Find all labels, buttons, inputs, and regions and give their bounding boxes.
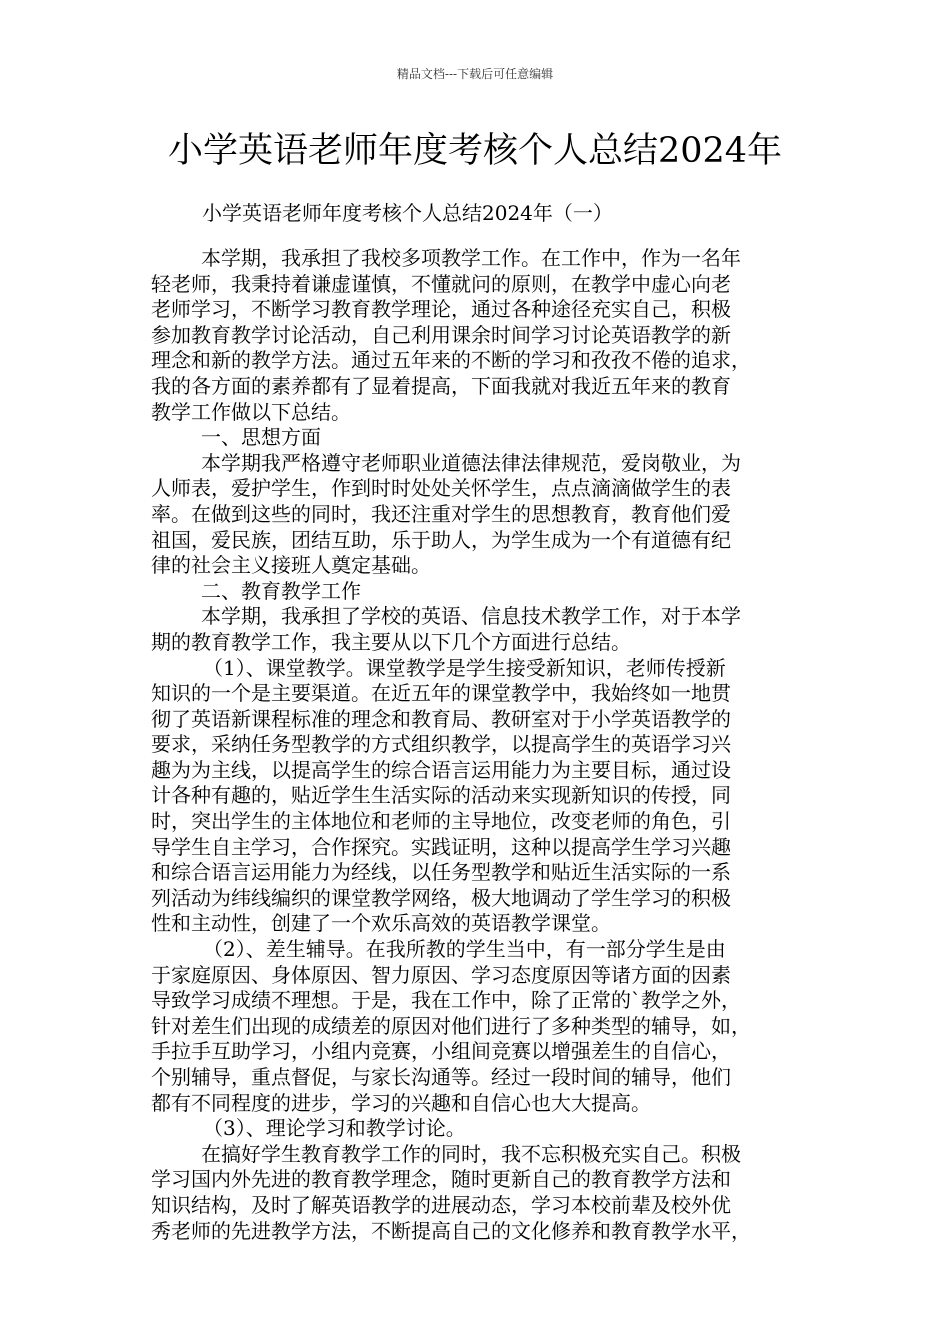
subsection-heading: （3）、理论学习和教学讨论。 [203, 1116, 466, 1141]
document-body [151, 246, 811, 1244]
paragraph-line: 彻了英语新课程标准的理念和教育局、教研室对于小学英语教学的 [151, 706, 731, 731]
paragraph-line: 轻老师，我秉持着谦虚谨慎，不懂就问的原则，在教学中虚心向老 [151, 271, 731, 296]
paragraph-line: 导致学习成绩不理想。于是，我在工作中，除了正常的`教学之外， [151, 988, 741, 1013]
paragraph-line: 性和主动性，创建了一个欢乐高效的英语教学课堂。 [151, 911, 611, 936]
paragraph-line: 理念和新的教学方法。通过五年来的不断的学习和孜孜不倦的追求， [151, 348, 751, 373]
paragraph-line: 教学工作做以下总结。 [151, 399, 351, 424]
paragraph-line: 个别辅导，重点督促，与家长沟通等。经过一段时间的辅导，他们 [151, 1065, 731, 1089]
paragraph-line: 和综合语言运用能力为经线，以任务型教学和贴近生活实际的一系 [151, 860, 731, 885]
paragraph-line: 都有不同程度的进步，学习的兴趣和自信心也大大提高。 [151, 1090, 651, 1115]
paragraph-line: 知识结构，及时了解英语教学的进展动态，学习本校前辈及校外优 [151, 1192, 731, 1217]
paragraph-line: 导学生自主学习，合作探究。实践证明，这种以提高学生学习兴趣 [151, 834, 731, 859]
section-heading: 一、思想方面 [201, 425, 321, 450]
paragraph-line: 在搞好学生教育教学工作的同时，我不忘积极充实自己。积极 [201, 1141, 741, 1166]
paragraph-line: 秀老师的先进教学方法，不断提高自己的文化修养和教育教学水平， [151, 1218, 751, 1243]
page-header: 精品文档---下载后可任意编辑 [396, 67, 554, 81]
section-heading: 二、教育教学工作 [201, 578, 361, 603]
paragraph-line: 知识的一个是主要渠道。在近五年的课堂教学中，我始终如一地贯 [151, 681, 731, 706]
paragraph-line: 学习国内外先进的教育教学理念，随时更新自己的教育教学方法和 [151, 1167, 731, 1192]
paragraph-line: 趣为为主线，以提高学生的综合语言运用能力为主要目标，通过设 [151, 757, 731, 782]
paragraph-line: 列活动为纬线编织的课堂教学网络，极大地调动了学生学习的积极 [151, 885, 731, 910]
document-title: 小学英语老师年度考核个人总结2024年 [167, 131, 783, 171]
paragraph-line: 时，突出学生的主体地位和老师的主导地位，改变老师的角色，引 [151, 809, 731, 834]
document-subtitle: 小学英语老师年度考核个人总结2024年（一） [202, 201, 613, 225]
paragraph-line: 人师表，爱护学生，作到时时处处关怀学生，点点滴滴做学生的表 [151, 476, 731, 501]
paragraph-line: 老师学习，不断学习教育教学理论，通过各种途径充实自己，积极 [151, 297, 731, 322]
paragraph-line: 本学期，我承担了学校的英语、信息技术教学工作，对于本学 [201, 604, 741, 629]
paragraph-line: 于家庭原因、身体原因、智力原因、学习态度原因等诸方面的因素 [151, 962, 731, 987]
paragraph-line: 计各种有趣的，贴近学生生活实际的活动来实现新知识的传授，同 [151, 783, 731, 808]
paragraph-line: 参加教育教学讨论活动，自己利用课余时间学习讨论英语教学的新 [151, 322, 731, 347]
paragraph-line: 率。在做到这些的同时，我还注重对学生的思想教育，教育他们爱 [151, 501, 731, 526]
paragraph-line: 祖国，爱民族，团结互助，乐于助人，为学生成为一个有道德有纪 [151, 527, 731, 552]
paragraph-line: 针对差生们出现的成绩差的原因对他们进行了多种类型的辅导，如， [151, 1013, 751, 1038]
subsection-line: （2）、差生辅导。在我所教的学生当中，有一部分学生是由 [203, 937, 726, 962]
paragraph-line: 本学期我严格遵守老师职业道德法律法律规范，爱岗敬业，为 [201, 450, 741, 475]
paragraph-line: 要求，采纳任务型教学的方式组织教学，以提高学生的英语学习兴 [151, 732, 731, 757]
paragraph-line: 期的教育教学工作，我主要从以下几个方面进行总结。 [151, 629, 631, 654]
paragraph-line: 律的社会主义接班人奠定基础。 [151, 553, 431, 578]
paragraph-line: 我的各方面的素养都有了显着提高，下面我就对我近五年来的教育 [151, 373, 731, 398]
paragraph-line: 本学期，我承担了我校多项教学工作。在工作中，作为一名年 [201, 246, 741, 270]
paragraph-line: 手拉手互助学习，小组内竞赛，小组间竞赛以增强差生的自信心， [151, 1039, 731, 1064]
subsection-line: （1）、课堂教学。课堂教学是学生接受新知识，老师传授新 [203, 655, 726, 680]
